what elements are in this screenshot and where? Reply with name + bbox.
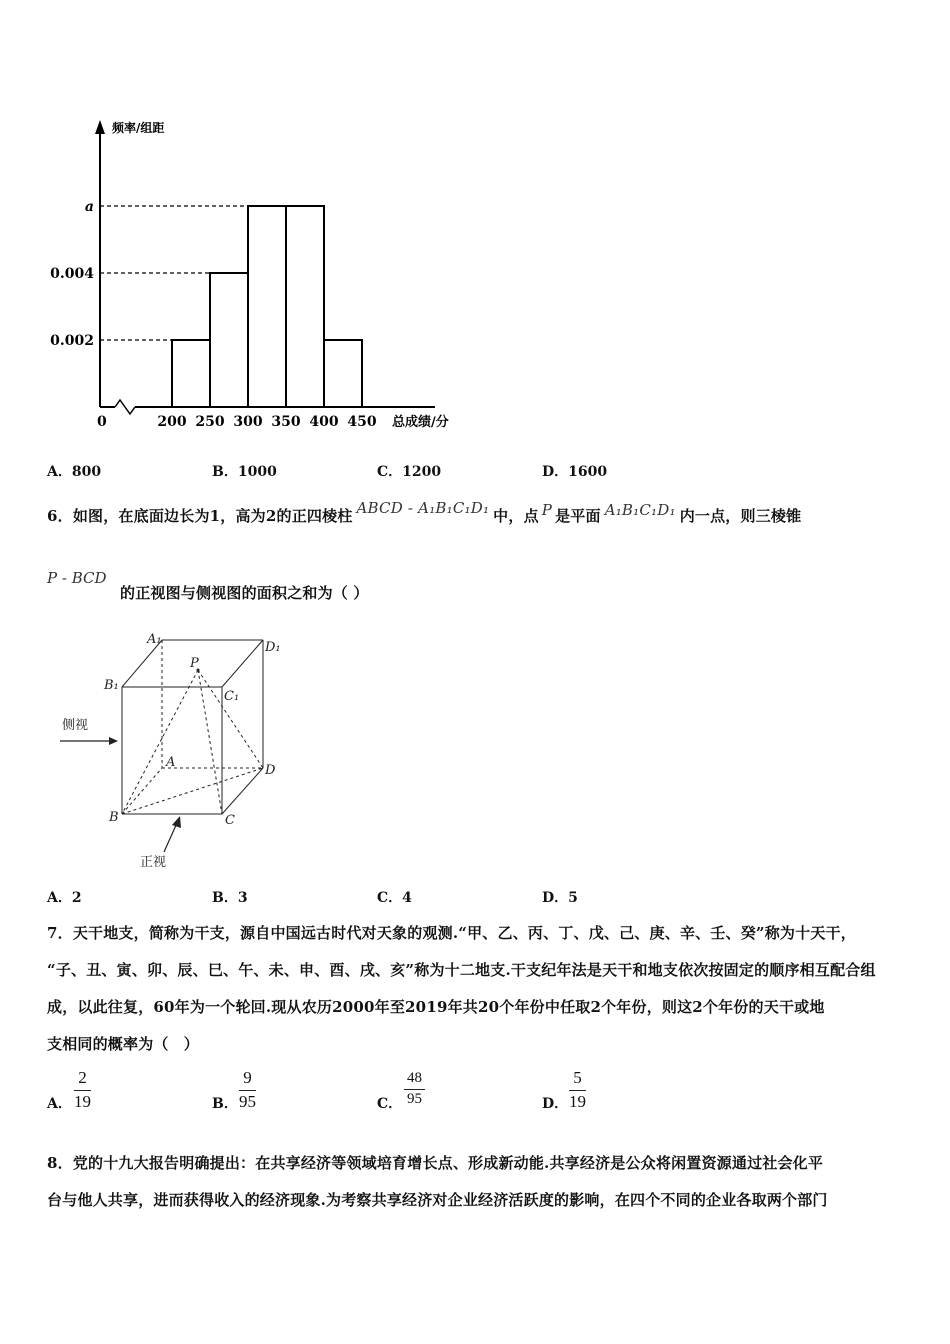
y-axis-arrow [95,120,105,134]
q6-option-c[interactable]: C．4 [377,890,412,906]
front-view-label: 正视 [140,855,167,870]
q7-option-c-letter: C． [377,1096,403,1112]
y-tick-label: 0.004 [50,266,94,282]
x-tick-label: 200 [157,414,187,430]
q6-option-a[interactable]: A．2 [47,890,82,906]
edge-ba-hidden [122,768,162,814]
q7-option-c-fraction: $\frac{48}{95}$ [404,1070,425,1108]
q6-stem-part-a: 6．如图，在底面边长为1，高为2的正四棱柱 [47,507,353,525]
histogram-bar [324,340,362,407]
label-a1: A₁ [147,632,162,647]
edge-pd [198,670,263,768]
edge-d1c1 [222,640,263,687]
label-p: P [190,656,199,671]
histogram-bar [286,206,324,407]
x-tick-label: 350 [271,414,301,430]
origin-label: 0 [97,414,107,430]
q6-plane-notation: A₁B₁C₁D₁ [604,501,676,519]
y-tick-label: a [84,199,94,215]
q6-pyramid-notation: P - BCD [47,569,107,587]
q7-line-2: “子、丑、寅、卯、辰、巳、午、未、申、酉、戌、亥”称为十二地支.干支纪年法是天干和地支依次按固定的顺序相互配合组 [47,961,876,979]
q6-option-b[interactable]: B．3 [212,890,248,906]
side-view-label: 侧视 [62,718,89,733]
q5-option-c[interactable]: C．1200 [377,464,442,480]
axis-break-mark [115,400,135,414]
edge-pc [198,670,222,814]
histogram-bar [172,340,210,407]
q6-stem-line-2: 的正视图与侧视图的面积之和为（ ） [120,584,369,602]
x-tick-label: 450 [347,414,377,430]
x-axis-label: 总成绩/分 [392,415,449,430]
label-c: C [225,813,235,828]
q8-line-1: 8．党的十九大报告明确提出：在共享经济等领域培育增长点、形成新动能.共享经济是公众将闲置资源通过社会化平 [47,1154,824,1172]
q7-option-b-fraction: $\frac{9}{95}$ [239,1068,256,1111]
label-a: A [166,755,176,770]
histogram-bar [210,273,248,407]
side-view-arrow-head [109,737,118,745]
label-b: B [109,810,119,825]
q7-option-b-letter: B． [212,1096,238,1112]
y-axis-label: 频率/组距 [112,121,165,135]
x-tick-label: 300 [233,414,263,430]
x-tick-label: 250 [195,414,225,430]
q6-stem-part-c: 是平面 [555,507,601,525]
q6-prism-notation: ABCD - A₁B₁C₁D₁ [356,499,490,517]
q6-stem-part-d: 内一点，则三棱锥 [679,507,802,525]
label-d: D [265,763,276,778]
q7-option-a-fraction: $\frac{2}{19}$ [74,1068,91,1111]
y-tick-label: 0.002 [50,333,94,349]
front-view-arrow-head [172,816,181,828]
x-tick-label: 400 [309,414,339,430]
q7-line-3: 成，以此往复，60年为一个轮回.现从农历2000年至2019年共20个年份中任取2个年份，则这2个年份的天干或地 [47,998,825,1016]
prism-figure [60,630,300,875]
q7-line-4: 支相同的概率为（ ） [47,1035,200,1053]
histogram-bar [248,206,286,407]
label-d1: D₁ [265,640,281,655]
q5-option-d[interactable]: D．1600 [542,464,608,480]
front-view-arrow-shaft [164,823,177,852]
q8-line-2: 台与他人共享，进而获得收入的经济现象.为考察共享经济对企业经济活跃度的影响，在四个不同的企业各取两个部门 [47,1191,828,1209]
q5-option-b[interactable]: B．1000 [212,464,277,480]
q7-option-d-letter: D． [542,1096,569,1112]
q7-option-a-letter: A． [47,1096,72,1112]
histogram-chart [40,110,480,440]
q7-line-1: 7．天干地支，简称为干支，源自中国远古时代对天象的观测.“甲、乙、丙、丁、戊、己、庚、辛、壬、癸”称为十天干， [47,924,856,942]
q6-stem-line-1 [47,499,802,526]
edge-a1b1 [122,640,162,687]
label-c1: C₁ [224,689,240,704]
q6-point-p: P [541,501,553,519]
label-b1: B₁ [104,678,119,693]
q7-option-d-fraction: $\frac{5}{19}$ [569,1068,586,1111]
q6-stem-part-b: 中，点 [493,507,539,525]
q5-option-a[interactable]: A．800 [47,464,102,480]
q6-option-d[interactable]: D．5 [542,890,578,906]
